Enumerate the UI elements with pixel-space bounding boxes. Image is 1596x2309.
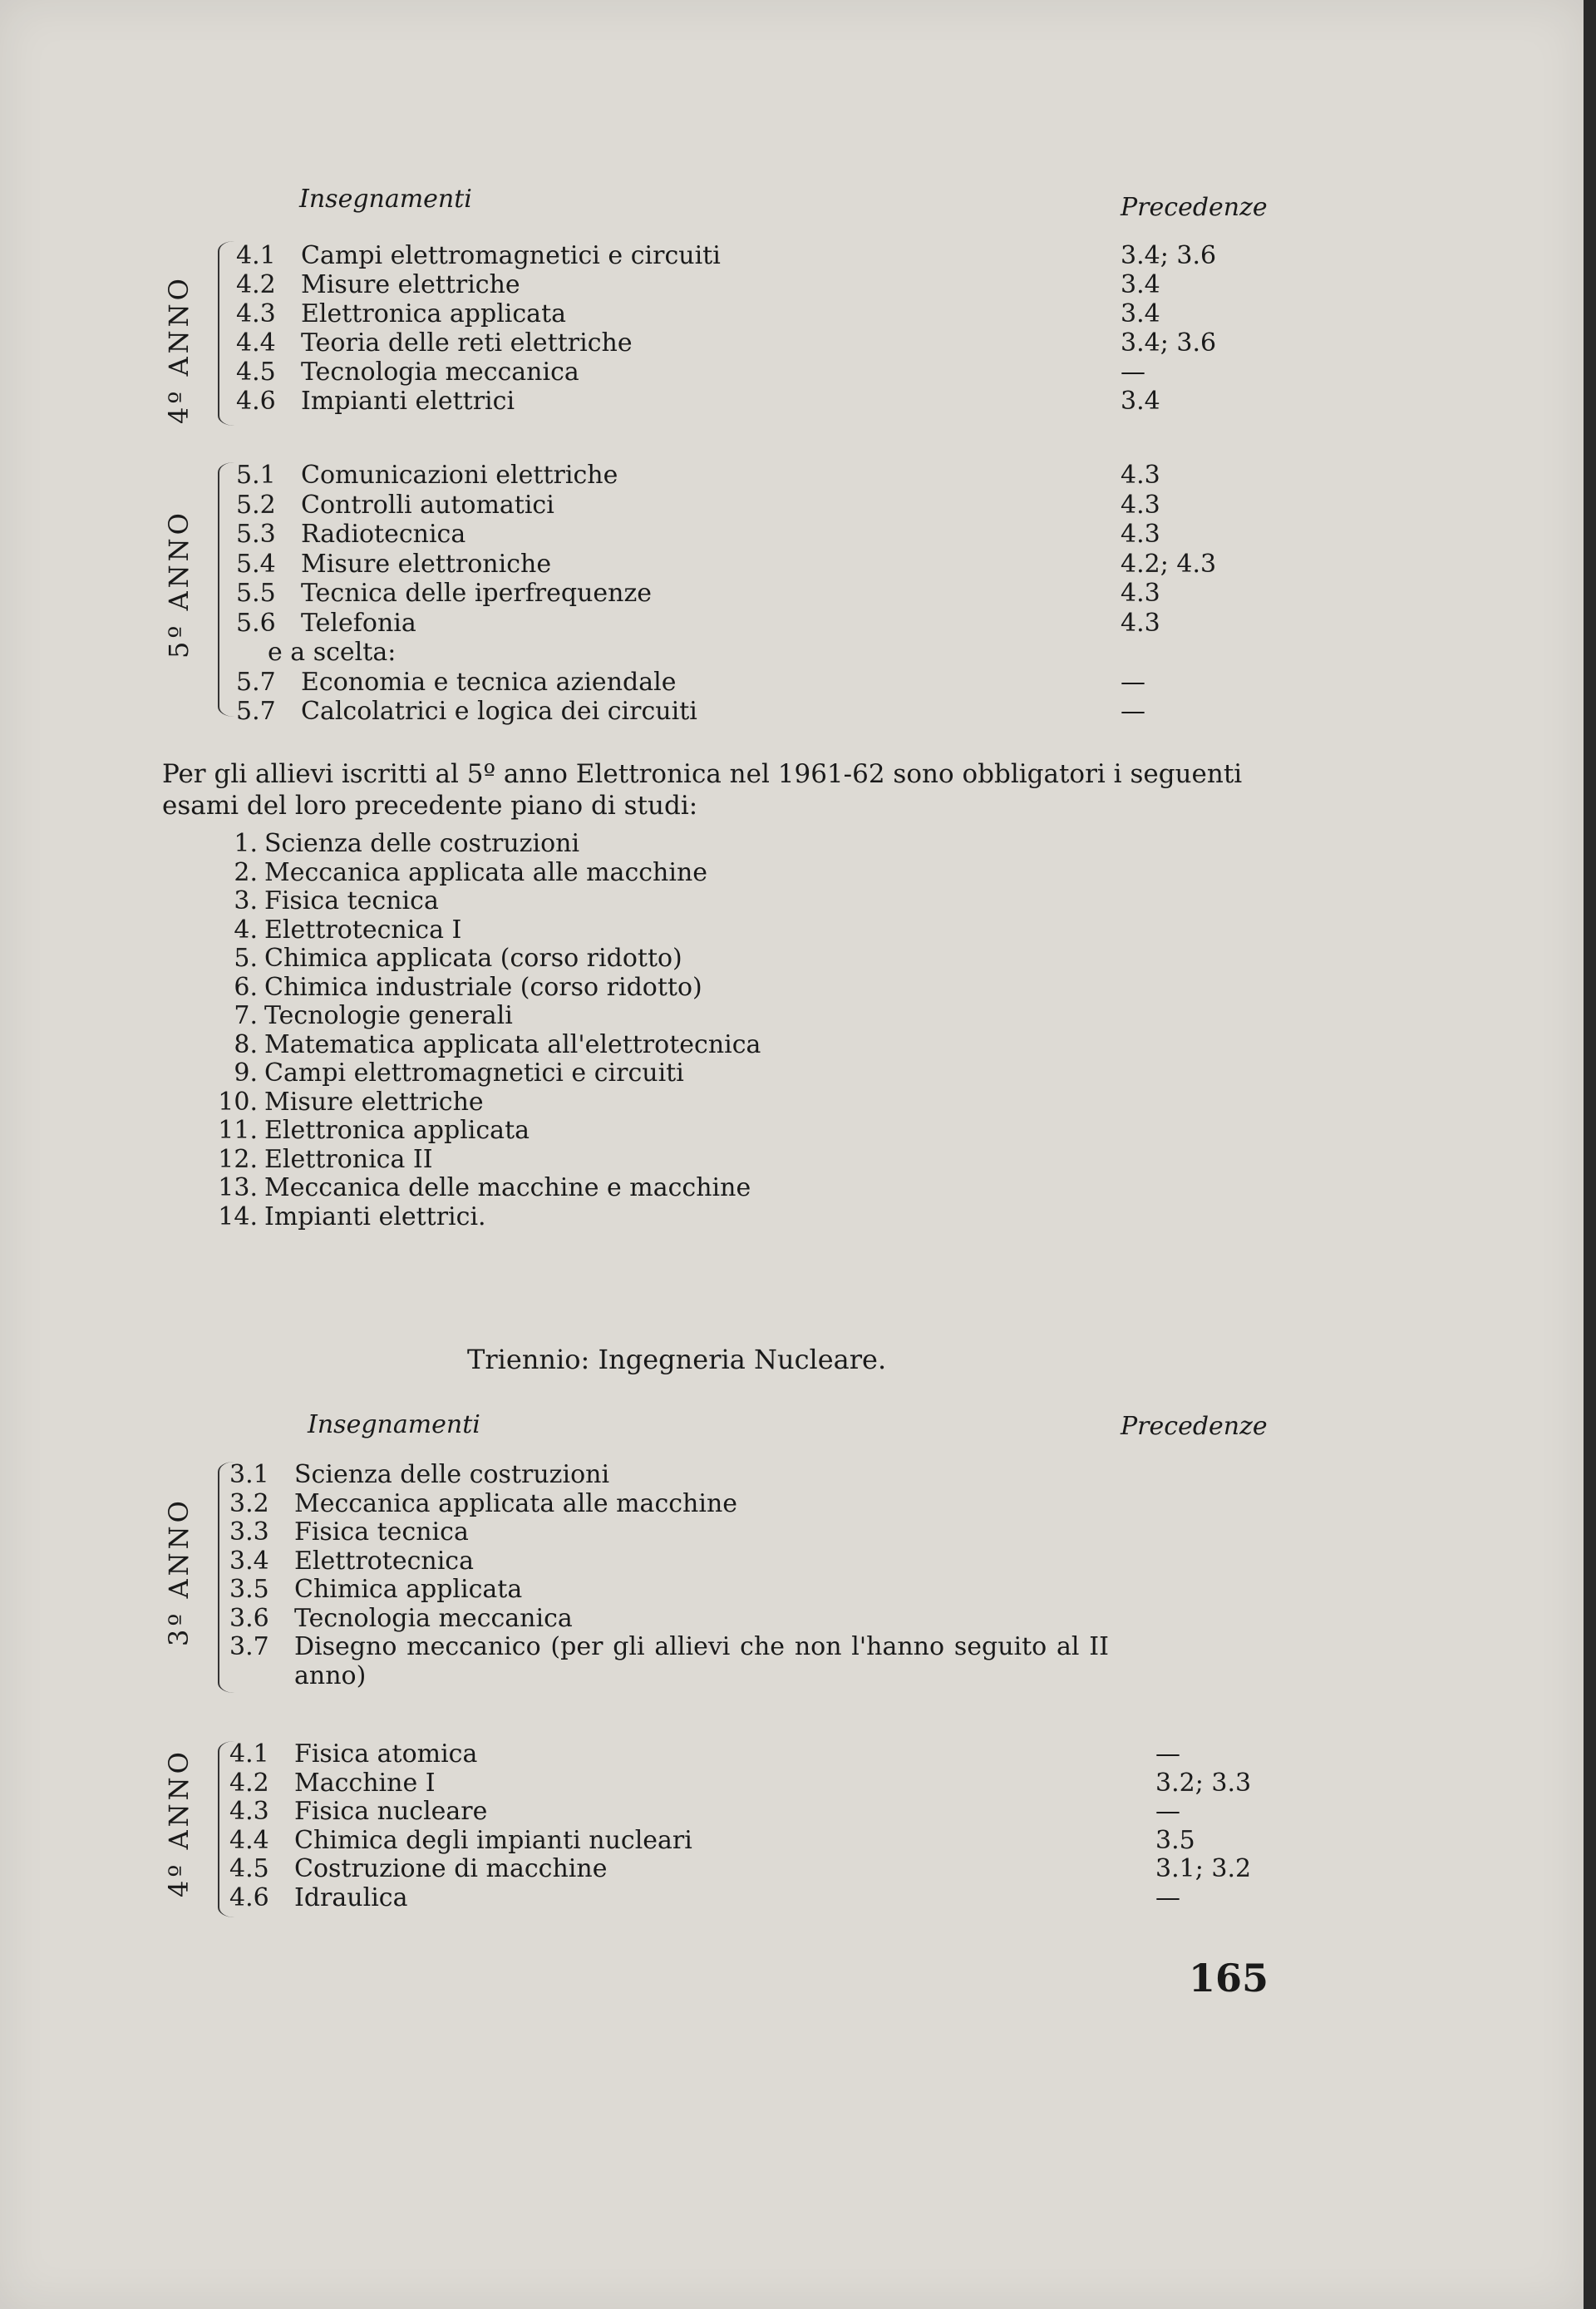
course-precedence: —: [1155, 1882, 1180, 1912]
course-precedence: —: [1121, 667, 1145, 697]
exam-item: [214, 1031, 761, 1060]
course-title: Chimica degli impianti nucleari: [294, 1825, 692, 1855]
course-number: 4.4: [236, 328, 276, 358]
course-title: Scienza delle costruzioni: [294, 1460, 610, 1489]
course-title: Economia e tecnica aziendale: [301, 667, 677, 697]
course-number: 4.4: [229, 1825, 269, 1855]
course-title: Fisica nucleare: [294, 1797, 488, 1826]
course-title: Disegno meccanico (per gli allievi che non l'hanno seguito al II anno): [294, 1632, 1109, 1690]
exam-title: Chimica industriale (corso ridotto): [264, 972, 702, 1002]
course-number: 3.2: [229, 1488, 269, 1518]
course-title: Telefonia: [301, 608, 416, 638]
course-title: Chimica applicata: [294, 1575, 523, 1604]
exam-title: Meccanica delle macchine e macchine: [264, 1173, 751, 1202]
exam-number: 5.: [234, 944, 258, 973]
course-title: Tecnica delle iperfrequenze: [301, 579, 653, 608]
exam-title: Elettronica II: [264, 1144, 433, 1174]
exam-title: Impianti elettrici.: [264, 1201, 486, 1231]
header2-precedenze: Precedenze: [1121, 1412, 1268, 1441]
exam-number: 14.: [218, 1201, 258, 1231]
course-number: 4.2: [236, 270, 276, 299]
exam-item: [214, 1059, 761, 1088]
course-number: 5.7: [236, 667, 276, 697]
exam-number: 4.: [234, 915, 258, 945]
exam-item: [214, 1203, 761, 1232]
exam-item: [214, 1117, 761, 1146]
header-precedenze: Precedenze: [1121, 193, 1268, 222]
course-precedence: 4.2; 4.3: [1121, 549, 1217, 579]
course-precedence: 4.3: [1121, 579, 1160, 608]
course-title: Tecnologia meccanica: [301, 358, 579, 387]
exam-item: [214, 830, 761, 859]
course-number: 4.6: [229, 1882, 269, 1912]
page-edge: [1584, 0, 1596, 2309]
brace-year4-electronics: [218, 241, 234, 426]
course-number: 4.1: [229, 1739, 269, 1769]
exam-item: [214, 916, 761, 945]
course-precedence: —: [1121, 697, 1145, 726]
course-title: Misure elettroniche: [301, 549, 552, 579]
course-number: 4.5: [229, 1854, 269, 1883]
course-title: Elettrotecnica: [294, 1546, 474, 1576]
course-title: Radiotecnica: [301, 520, 466, 549]
course-number: 5.2: [236, 490, 276, 520]
course-number: 3.1: [229, 1460, 269, 1489]
course-number: 4.2: [229, 1768, 269, 1798]
course-number: 3.4: [229, 1546, 269, 1576]
exam-item: [214, 1174, 761, 1203]
exam-title: Campi elettromagnetici e circuiti: [264, 1058, 684, 1088]
course-precedence: 3.1; 3.2: [1155, 1854, 1252, 1883]
course-precedence: —: [1155, 1797, 1180, 1826]
year-label-3-nuclear: 3º ANNO: [163, 1497, 195, 1646]
exam-number: 6.: [234, 972, 258, 1002]
course-precedence: 3.4: [1121, 299, 1160, 328]
exam-item: [214, 887, 761, 916]
course-precedence: 3.2; 3.3: [1155, 1768, 1252, 1798]
course-title: Elettronica applicata: [301, 299, 567, 328]
course-title: Misure elettriche: [301, 270, 520, 299]
course-title: Idraulica: [294, 1882, 408, 1912]
course-title: Meccanica applicata alle macchine: [294, 1488, 738, 1518]
course-precedence: 4.3: [1121, 608, 1160, 638]
exam-number: 9.: [234, 1058, 258, 1088]
exam-item: [214, 1002, 761, 1031]
brace-year5-electronics: [218, 462, 234, 717]
exam-number: 12.: [218, 1144, 258, 1174]
course-title: Calcolatrici e logica dei circuiti: [301, 697, 697, 726]
exam-number: 11.: [218, 1116, 258, 1145]
exam-title: Fisica tecnica: [264, 886, 439, 915]
course-title: Impianti elettrici: [301, 387, 515, 416]
exam-number: 3.: [234, 886, 258, 915]
exam-number: 2.: [234, 857, 258, 887]
triennio-title: Triennio: Ingegneria Nucleare.: [467, 1344, 887, 1375]
course-title: Fisica tecnica: [294, 1517, 469, 1547]
exam-title: Meccanica applicata alle macchine: [264, 857, 708, 887]
course-number: 4.5: [236, 358, 276, 387]
course-number: 4.1: [236, 241, 276, 270]
course-number: 5.6: [236, 608, 276, 638]
exam-title: Elettronica applicata: [264, 1116, 530, 1145]
course-number: 3.7: [229, 1632, 269, 1661]
course-precedence: —: [1121, 358, 1145, 387]
course-number: 5.3: [236, 520, 276, 549]
course-title: Macchine I: [294, 1768, 436, 1798]
year-label-5-electronics: 5º ANNO: [163, 510, 195, 659]
course-precedence: 3.4; 3.6: [1121, 241, 1217, 270]
course-number: 5.5: [236, 579, 276, 608]
exam-number: 1.: [234, 829, 258, 858]
course-precedence: 3.5: [1155, 1825, 1195, 1855]
course-precedence: 3.4; 3.6: [1121, 328, 1217, 358]
page-number: 165: [1189, 1956, 1269, 2001]
course-number: 5.4: [236, 549, 276, 579]
course-precedence: 4.3: [1121, 490, 1160, 520]
exam-title: Scienza delle costruzioni: [264, 829, 580, 858]
course-title: Fisica atomica: [294, 1739, 478, 1769]
exam-item: [214, 945, 761, 974]
exam-number: 8.: [234, 1029, 258, 1059]
exam-title: Matematica applicata all'elettrotecnica: [264, 1029, 761, 1059]
course-number: 3.6: [229, 1603, 269, 1633]
course-number: 4.6: [236, 387, 276, 416]
course-number: 4.3: [236, 299, 276, 328]
course-title: Tecnologia meccanica: [294, 1603, 573, 1633]
course-number: 3.5: [229, 1575, 269, 1604]
course-number: 4.3: [229, 1797, 269, 1826]
course-precedence: —: [1155, 1739, 1180, 1769]
exam-item: [214, 859, 761, 888]
course-title: Comunicazioni elettriche: [301, 461, 618, 490]
course-title: Costruzione di macchine: [294, 1854, 608, 1883]
course-precedence: 3.4: [1121, 387, 1160, 416]
year-label-4-electronics: 4º ANNO: [163, 275, 195, 424]
course-title: e a scelta:: [268, 638, 397, 667]
course-number: 3.3: [229, 1517, 269, 1547]
exam-number: 10.: [218, 1087, 258, 1117]
course-title: Controlli automatici: [301, 490, 554, 520]
header-insegnamenti: Insegnamenti: [299, 185, 472, 214]
obligatory-exams-paragraph: Per gli allievi iscritti al 5º anno Elettronica nel 1961-62 sono obbligatori i seguenti esami del loro precedente piano di studi:: [162, 759, 1243, 821]
course-precedence: 3.4: [1121, 270, 1160, 299]
course-title: Teoria delle reti elettriche: [301, 328, 633, 358]
exam-number: 7.: [234, 1001, 258, 1030]
exam-title: Chimica applicata (corso ridotto): [264, 944, 682, 973]
exam-item: [214, 974, 761, 1003]
exam-item: [214, 1146, 761, 1175]
course-precedence: 4.3: [1121, 520, 1160, 549]
year-label-4-nuclear: 4º ANNO: [163, 1749, 195, 1897]
exam-item: [214, 1088, 761, 1117]
exam-number: 13.: [218, 1173, 258, 1202]
course-number: 5.7: [236, 697, 276, 726]
exam-title: Elettrotecnica I: [264, 915, 462, 945]
course-precedence: 4.3: [1121, 461, 1160, 490]
exam-title: Misure elettriche: [264, 1087, 484, 1117]
exam-title: Tecnologie generali: [264, 1001, 513, 1030]
header2-insegnamenti: Insegnamenti: [308, 1410, 480, 1439]
course-number: 5.1: [236, 461, 276, 490]
exam-list: [214, 830, 761, 1231]
course-title: Campi elettromagnetici e circuiti: [301, 241, 721, 270]
